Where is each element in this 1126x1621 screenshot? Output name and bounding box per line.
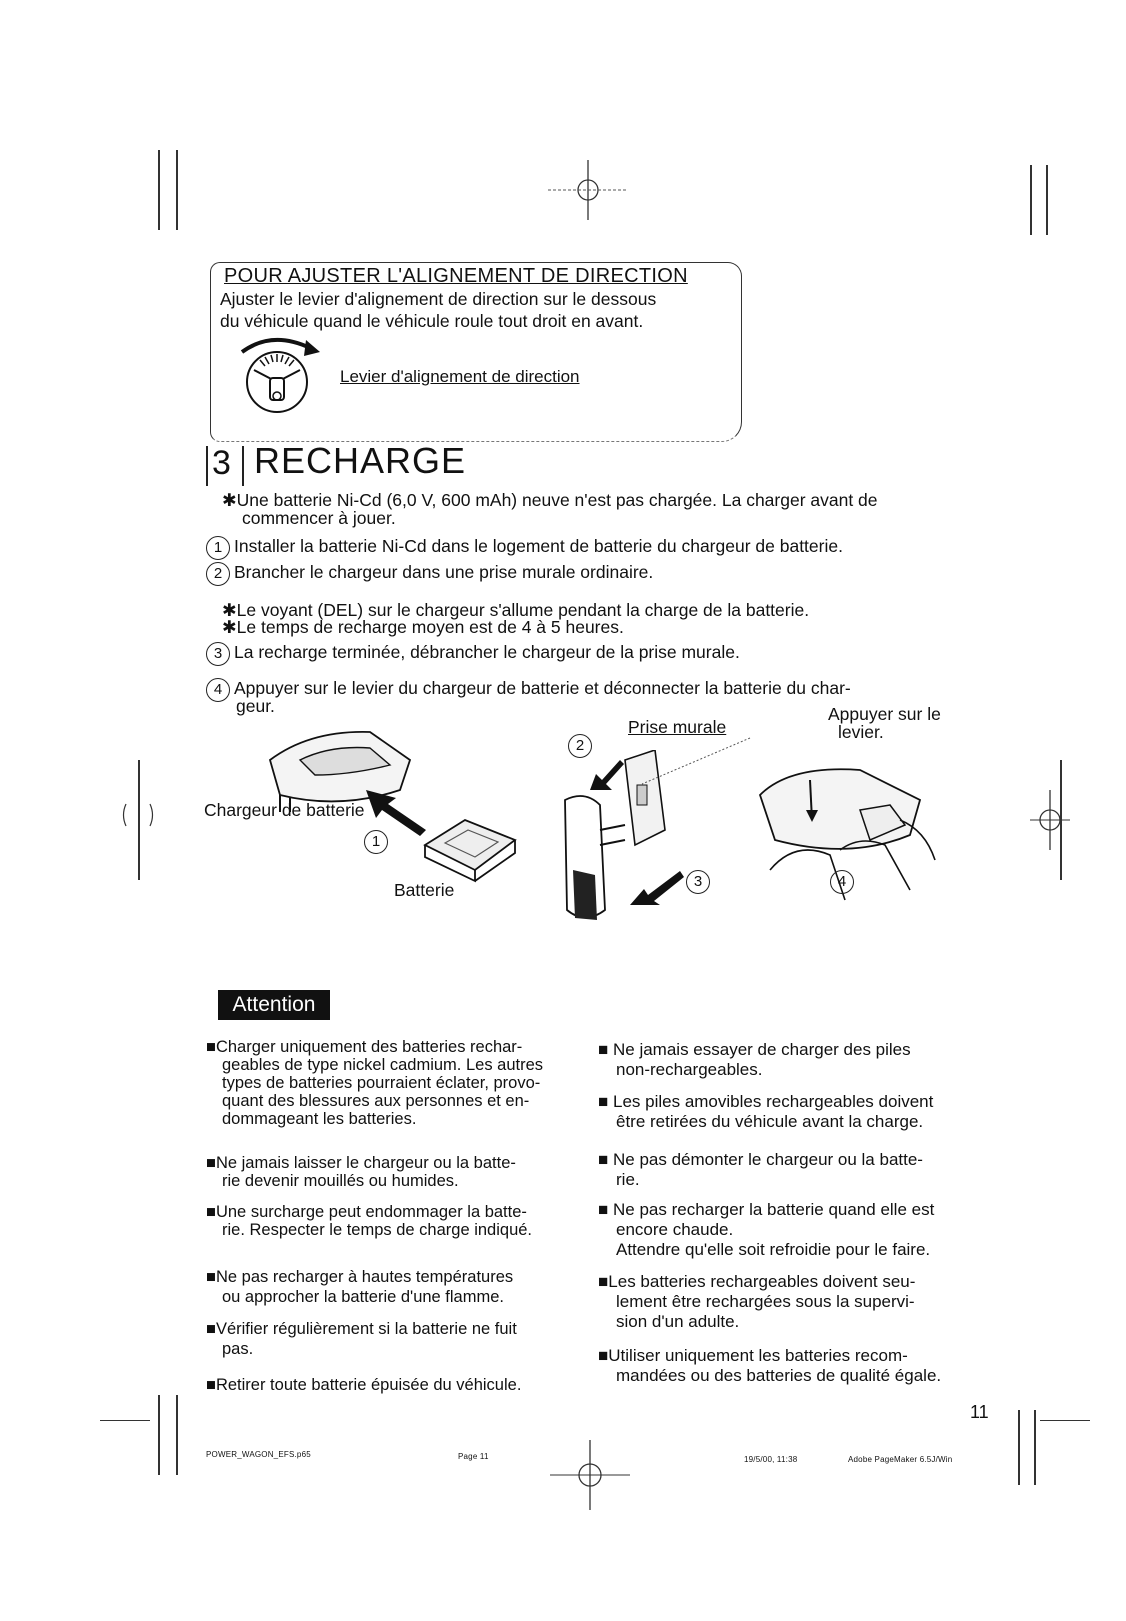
page-number: 11 bbox=[970, 1402, 989, 1422]
lever-caption: Levier d'alignement de direction bbox=[340, 367, 580, 386]
attention-left-3: rie. Respecter le temps de charge indiqué. bbox=[222, 1221, 533, 1239]
registration-mark-icon bbox=[1030, 790, 1070, 850]
charger-label: Chargeur de batterie bbox=[204, 800, 365, 820]
step-4: 4 Appuyer sur le levier du chargeur de batterie et déconnecter la batterie du char- bbox=[206, 678, 851, 702]
attention-right-5: ■Les batteries rechargeables doivent seu- bbox=[598, 1272, 916, 1291]
attention-left-5: pas. bbox=[222, 1340, 254, 1358]
section-number: 3 bbox=[212, 444, 231, 482]
attention-right-5: lement être rechargées sous la supervi- bbox=[616, 1292, 915, 1311]
step-4-cont: geur. bbox=[236, 696, 275, 716]
attention-left-3: ■Une surcharge peut endommager la batte- bbox=[206, 1203, 527, 1221]
alignment-text-line: du véhicule quand le véhicule roule tout droit en avant. bbox=[220, 311, 644, 331]
crop-mark bbox=[176, 150, 178, 230]
press-lever-label: levier. bbox=[838, 722, 884, 742]
attention-right-1: ■ Ne jamais essayer de charger des piles bbox=[598, 1040, 911, 1059]
attention-left-1: ■Charger uniquement des batteries rechar- bbox=[206, 1038, 523, 1056]
attention-left-1: types de batteries pourraient éclater, provo- bbox=[222, 1074, 541, 1092]
footer-date: 19/5/00, 11:38 bbox=[744, 1455, 798, 1464]
outlet-label: Prise murale bbox=[628, 717, 727, 737]
footer-app: Adobe PageMaker 6.5J/Win bbox=[848, 1455, 953, 1464]
note-led: ✱Le voyant (DEL) sur le chargeur s'allume pendant la charge de la batterie. bbox=[222, 600, 810, 620]
attention-left-6: ■Retirer toute batterie épuisée du véhicule. bbox=[206, 1376, 522, 1394]
battery-label: Batterie bbox=[394, 880, 455, 900]
callout-2: 2 bbox=[568, 734, 596, 758]
arrow-icon bbox=[590, 750, 630, 790]
attention-right-6: mandées ou des batteries de qualité égale. bbox=[616, 1366, 942, 1385]
attention-right-3: ■ Ne pas démonter le chargeur ou la batte- bbox=[598, 1150, 923, 1169]
attention-right-1: non-rechargeables. bbox=[616, 1060, 763, 1079]
attention-left-4: ou approcher la batterie d'une flamme. bbox=[222, 1288, 504, 1306]
attention-right-6: ■Utiliser uniquement les batteries recom- bbox=[598, 1346, 908, 1365]
attention-left-2: ■Ne jamais laisser le chargeur ou la batte- bbox=[206, 1154, 516, 1172]
arrow-icon bbox=[630, 865, 690, 905]
crop-mark bbox=[1040, 1420, 1090, 1421]
press-lever-label: Appuyer sur le bbox=[828, 704, 941, 724]
attention-badge: Attention bbox=[218, 990, 330, 1020]
callout-3: 3 bbox=[686, 870, 714, 894]
attention-left-1: dommageant les batteries. bbox=[222, 1110, 417, 1128]
registration-mark-icon bbox=[550, 1440, 630, 1510]
attention-right-2: ■ Les piles amovibles rechargeables doivent bbox=[598, 1092, 934, 1111]
attention-right-3: rie. bbox=[616, 1170, 640, 1189]
registration-mark-icon bbox=[548, 160, 628, 220]
registration-mark-icon bbox=[118, 800, 158, 830]
step-3: 3 La recharge terminée, débrancher le chargeur de la prise murale. bbox=[206, 642, 740, 666]
footer-page: Page 11 bbox=[458, 1452, 489, 1461]
step-1: 1 Installer la batterie Ni-Cd dans le logement de batterie du chargeur de batterie. bbox=[206, 536, 843, 560]
leader-line bbox=[640, 736, 760, 786]
callout-1: 1 bbox=[364, 830, 392, 854]
crop-mark bbox=[1046, 165, 1048, 235]
crop-mark bbox=[158, 150, 160, 230]
crop-mark bbox=[158, 1395, 160, 1475]
attention-right-5: sion d'un adulte. bbox=[616, 1312, 740, 1331]
step-2: 2 Brancher le chargeur dans une prise murale ordinaire. bbox=[206, 562, 653, 586]
crop-mark bbox=[176, 1395, 178, 1475]
attention-right-4: encore chaude. bbox=[616, 1220, 734, 1239]
attention-left-2: rie devenir mouillés ou humides. bbox=[222, 1172, 459, 1190]
attention-left-5: ■Vérifier régulièrement si la batterie ne fuit bbox=[206, 1320, 517, 1338]
attention-right-2: être retirées du véhicule avant la charge. bbox=[616, 1112, 924, 1131]
intro-line: commencer à jouer. bbox=[242, 508, 396, 528]
attention-right-4: ■ Ne pas recharger la batterie quand elle est bbox=[598, 1200, 935, 1219]
intro-line: ✱Une batterie Ni-Cd (6,0 V, 600 mAh) neuve n'est pas chargée. La charger avant de bbox=[222, 490, 878, 510]
attention-right-4: Attendre qu'elle soit refroidie pour le faire. bbox=[616, 1240, 931, 1259]
crop-mark bbox=[1030, 165, 1032, 235]
crop-mark bbox=[1034, 1410, 1036, 1485]
alignment-text-line: Ajuster le levier d'alignement de direction sur le dessous bbox=[220, 289, 657, 309]
crop-mark bbox=[100, 1420, 150, 1421]
section-title: RECHARGE bbox=[254, 440, 467, 481]
steering-lever-icon bbox=[232, 330, 332, 420]
attention-left-1: quant des blessures aux personnes et en- bbox=[222, 1092, 530, 1110]
alignment-title: POUR AJUSTER L'ALIGNEMENT DE DIRECTION bbox=[224, 265, 688, 287]
callout-4: 4 bbox=[830, 870, 858, 894]
footer-file: POWER_WAGON_EFS.p65 bbox=[206, 1450, 311, 1459]
note-time: ✱Le temps de recharge moyen est de 4 à 5 heures. bbox=[222, 617, 624, 637]
crop-mark bbox=[1018, 1410, 1020, 1485]
attention-left-4: ■Ne pas recharger à hautes températures bbox=[206, 1268, 514, 1286]
attention-left-1: geables de type nickel cadmium. Les autres bbox=[222, 1056, 544, 1074]
